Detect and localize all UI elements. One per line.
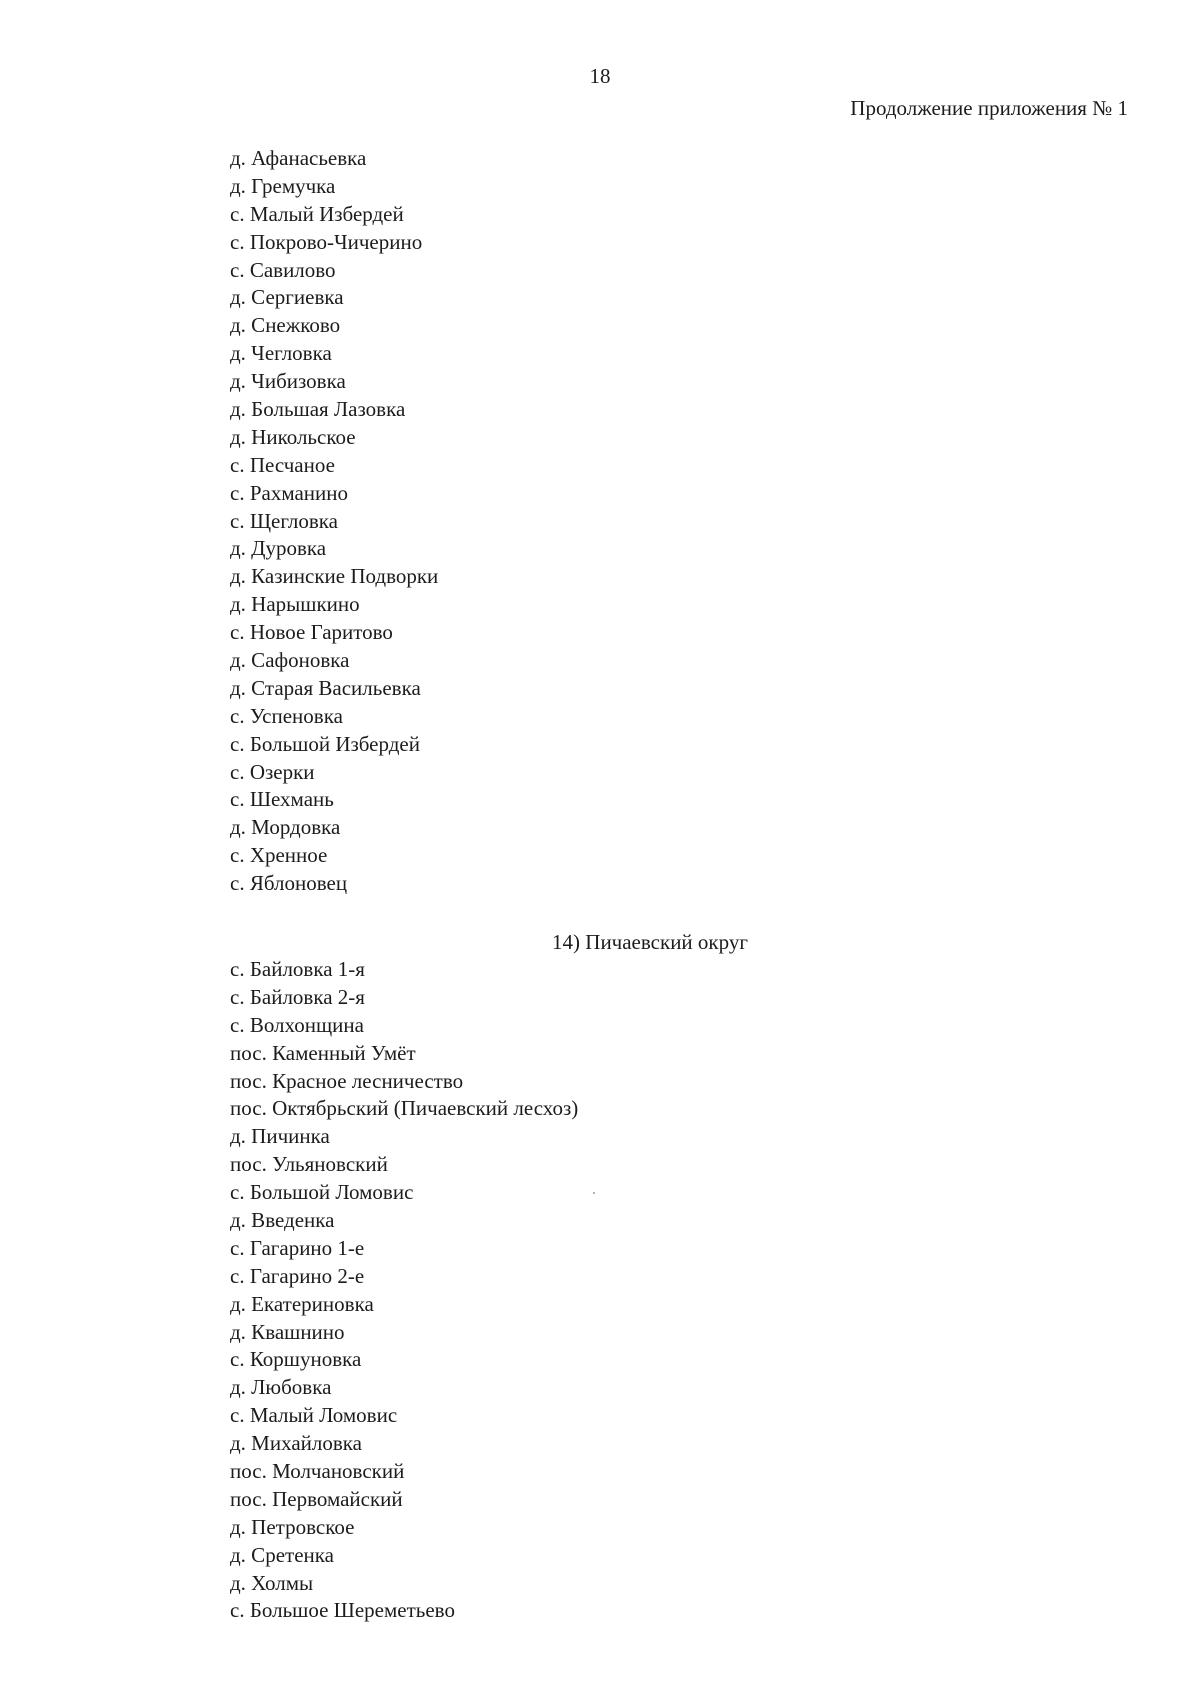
list-item: с. Гагарино 2-е bbox=[230, 1263, 365, 1288]
list-item: с. Савилово bbox=[230, 257, 336, 282]
list-item: д. Снежково bbox=[230, 313, 341, 338]
list-item: пос. Молчановский bbox=[230, 1459, 405, 1484]
list-item: д. Чибизовка bbox=[230, 369, 346, 394]
list-item: д. Квашнино bbox=[230, 1319, 345, 1344]
list-item: д. Никольское bbox=[230, 424, 356, 449]
list-item: с. Озерки bbox=[230, 759, 315, 784]
list-item: д. Сергиевка bbox=[230, 285, 344, 310]
list-item: с. Волхонщина bbox=[230, 1012, 364, 1037]
list-item: с. Успеновка bbox=[230, 703, 343, 728]
list-item: пос. Красное лесничество bbox=[230, 1068, 464, 1093]
list-item: с. Покрово-Чичерино bbox=[230, 229, 423, 254]
list-item: д. Большая Лазовка bbox=[230, 397, 406, 422]
list-item: с. Большое Шереметьево bbox=[230, 1598, 455, 1623]
list-item: с. Большой Избердей bbox=[230, 731, 420, 756]
list-item: д. Нарышкино bbox=[230, 592, 360, 617]
list-item: д. Пичинка bbox=[230, 1124, 330, 1149]
list-item: с. Большой Ломовис bbox=[230, 1180, 414, 1205]
list-item: с. Коршуновка bbox=[230, 1347, 362, 1372]
section-heading: 14) Пичаевский округ bbox=[552, 930, 748, 954]
list-item: пос. Октябрьский (Пичаевский лесхоз) bbox=[230, 1096, 579, 1121]
list-item: с. Гагарино 1-е bbox=[230, 1235, 365, 1260]
list-item: с. Байловка 1-я bbox=[230, 957, 365, 981]
list-item: пос. Каменный Умёт bbox=[230, 1040, 416, 1065]
list-item: д. Афанасьевка bbox=[230, 146, 367, 170]
list-item: с. Малый Ломовис bbox=[230, 1403, 398, 1428]
list-item: д. Петровское bbox=[230, 1514, 355, 1539]
list-item: с. Песчаное bbox=[230, 452, 335, 477]
list-item: с. Щегловка bbox=[230, 508, 338, 533]
list-item: д. Старая Васильевка bbox=[230, 675, 421, 700]
list-item: с. Шехмань bbox=[230, 787, 334, 812]
settlement-list bbox=[230, 145, 438, 898]
list-item: с. Рахманино bbox=[230, 480, 349, 505]
list-item: пос. Первомайский bbox=[230, 1486, 403, 1511]
list-item: д. Мордовка bbox=[230, 815, 341, 840]
list-item: д. Холмы bbox=[230, 1570, 314, 1595]
list-item: с. Байловка 2-я bbox=[230, 984, 365, 1009]
list-item: с. Малый Избердей bbox=[230, 201, 404, 226]
list-item: с. Хренное bbox=[230, 843, 328, 868]
list-item: д. Дуровка bbox=[230, 536, 327, 561]
appendix-continuation-label: Продолжение приложения № 1 bbox=[850, 96, 1128, 120]
page-number: 18 bbox=[589, 64, 611, 88]
district-settlement-list bbox=[230, 956, 578, 1625]
list-item: д. Любовка bbox=[230, 1375, 332, 1400]
list-item: д. Екатериновка bbox=[230, 1291, 374, 1316]
list-item: д. Введенка bbox=[230, 1208, 335, 1233]
list-item: д. Казинские Подворки bbox=[230, 564, 439, 589]
list-item: д. Сретенка bbox=[230, 1542, 334, 1567]
list-item: с. Яблоновец bbox=[230, 871, 348, 896]
scan-speck bbox=[593, 1192, 595, 1194]
list-item: с. Новое Гаритово bbox=[230, 620, 393, 645]
list-item: д. Михайловка bbox=[230, 1431, 362, 1456]
list-item: д. Гремучка bbox=[230, 173, 336, 198]
list-item: пос. Ульяновский bbox=[230, 1152, 388, 1177]
list-item: д. Чегловка bbox=[230, 341, 332, 366]
list-item: д. Сафоновка bbox=[230, 648, 350, 673]
